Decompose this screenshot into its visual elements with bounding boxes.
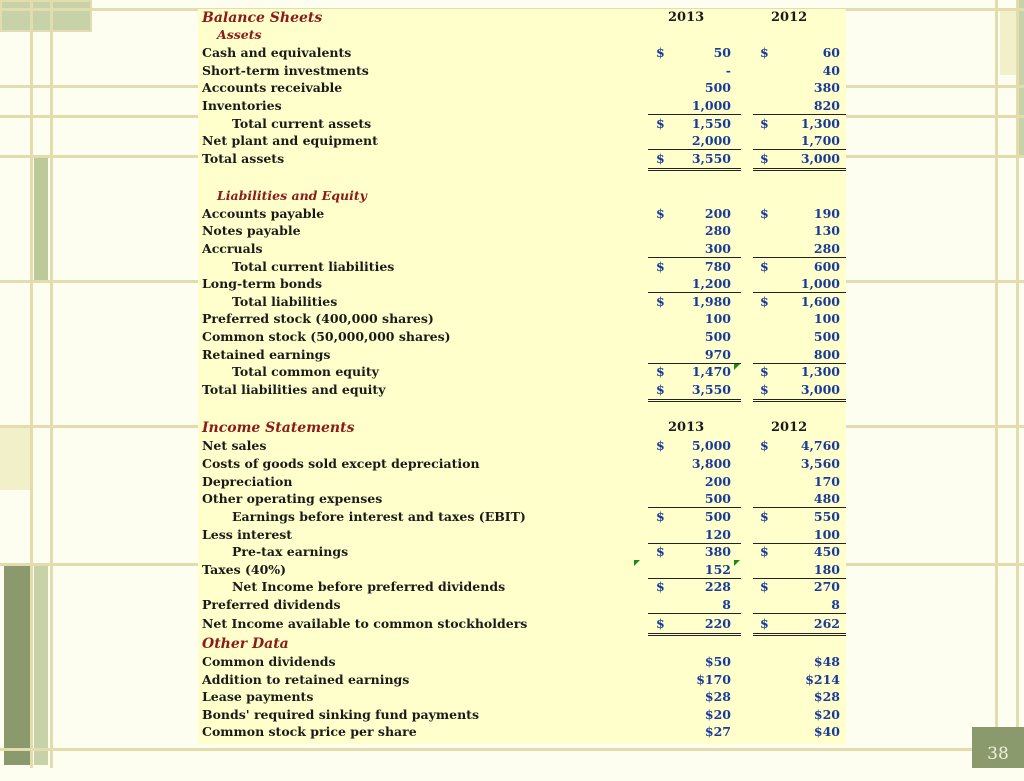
section-header-row [198,187,846,205]
table-row [198,79,846,97]
currency-sign: $ [760,116,769,131]
currency-sign: $ [656,438,665,453]
section-title: Balance Sheets [202,10,323,26]
table-row [198,381,846,399]
currency-sign: $ [760,364,769,379]
currency-sign: $ [656,116,665,131]
value-2012: $40 [813,724,840,739]
row-label: Notes payable [202,223,301,238]
value-2013: 120 [704,527,731,542]
table-row [198,615,846,633]
table-row [198,62,846,80]
value-2013: $27 [704,724,731,739]
currency-sign: $ [656,364,665,379]
value-2012: 450 [813,544,840,559]
row-label: Preferred stock (400,000 shares) [202,311,434,326]
currency-sign: $ [760,509,769,524]
table-row [198,150,846,168]
value-2013: 970 [704,347,731,362]
value-2012: 60 [822,45,840,60]
table-row [198,706,846,724]
row-label: Addition to retained earnings [202,672,410,687]
currency-sign: $ [656,544,665,559]
value-2012: $48 [813,654,840,669]
table-row [198,97,846,115]
value-2013: 50 [713,45,731,60]
value-2013: 220 [704,616,731,631]
table-row [198,222,846,240]
section-header-row [198,635,846,653]
value-2012: $20 [813,707,840,722]
value-2013: 100 [704,311,731,326]
row-label: Less interest [202,527,293,542]
value-2013: - [725,63,731,78]
comment-marker-icon [734,364,740,370]
section-title: Assets [217,27,262,42]
table-row [198,115,846,133]
table-row [198,688,846,706]
value-2013: 1,000 [691,98,731,113]
table-row [198,240,846,258]
value-2013: 1,980 [691,294,731,309]
table-row [198,526,846,544]
row-label: Costs of goods sold except depreciation [202,456,480,471]
row-label: Long-term bonds [202,276,322,291]
value-2012: 180 [813,562,840,577]
value-2013: $170 [696,672,731,687]
value-2013: 5,000 [691,438,731,453]
value-2013: 500 [704,329,731,344]
value-2013: 1,550 [691,116,731,131]
row-label: Common stock price per share [202,724,417,739]
value-2012: 820 [813,98,840,113]
row-label: Cash and equivalents [202,45,352,60]
value-2012: $214 [805,672,840,687]
table-row [198,578,846,596]
value-2013: 500 [704,509,731,524]
table-row [198,561,846,579]
value-2012: 3,560 [800,456,840,471]
value-2013: 8 [722,597,731,612]
value-2012: 280 [813,241,840,256]
value-2013: 3,550 [691,151,731,166]
row-label: Total liabilities [232,294,338,309]
currency-sign: $ [656,45,665,60]
table-row [198,346,846,364]
section-title: Income Statements [202,420,355,436]
currency-sign: $ [656,579,665,594]
value-2012: 262 [813,616,840,631]
value-2013: 500 [704,491,731,506]
row-label: Common dividends [202,654,336,669]
value-2012: 1,300 [800,116,840,131]
page-number: 38 [972,727,1024,768]
row-label: Pre-tax earnings [232,544,349,559]
row-label: Other operating expenses [202,491,383,506]
value-2012: 270 [813,579,840,594]
value-2012: 170 [813,474,840,489]
row-label: Net plant and equipment [202,133,378,148]
row-label: Short-term investments [202,63,369,78]
value-2012: 550 [813,509,840,524]
double-underline [753,399,846,402]
value-2012: 600 [813,259,840,274]
value-2012: 1,000 [800,276,840,291]
currency-sign: $ [760,45,769,60]
value-2013: 152 [704,562,731,577]
section-header-row [198,26,846,44]
value-2012: 1,700 [800,133,840,148]
double-underline [648,399,741,402]
table-row [198,132,846,150]
value-2013: 280 [704,223,731,238]
currency-sign: $ [656,294,665,309]
table-row [198,723,846,741]
year-2012-header: 2012 [771,420,808,435]
row-label: Net Income before preferred dividends [232,579,506,594]
row-label: Inventories [202,98,282,113]
table-row [198,205,846,223]
row-label: Accounts receivable [202,80,343,95]
value-2013: 1,470 [691,364,731,379]
row-label: Bonds' required sinking fund payments [202,707,479,722]
currency-sign: $ [760,151,769,166]
currency-sign: $ [656,206,665,221]
currency-sign: $ [760,259,769,274]
table-row [198,508,846,526]
section-header-row [198,419,846,437]
currency-sign: $ [656,616,665,631]
table-row [198,310,846,328]
row-label: Total current assets [232,116,372,131]
row-label: Accounts payable [202,206,325,221]
value-2013: 380 [704,544,731,559]
table-row [198,293,846,311]
row-label: Taxes (40%) [202,562,287,577]
underline [753,613,846,614]
section-title: Liabilities and Equity [217,188,367,203]
table-row [198,543,846,561]
value-2013: $28 [704,689,731,704]
section-title: Other Data [202,636,289,652]
value-2013: 780 [704,259,731,274]
value-2012: 1,300 [800,364,840,379]
value-2013: $20 [704,707,731,722]
row-label: Depreciation [202,474,293,489]
comment-marker-icon [634,560,640,566]
value-2012: 380 [813,80,840,95]
value-2013: $50 [704,654,731,669]
row-label: Total current liabilities [232,259,395,274]
value-2012: 3,000 [800,151,840,166]
value-2012: $28 [813,689,840,704]
value-2013: 3,800 [691,456,731,471]
table-row [198,596,846,614]
table-row [198,44,846,62]
underline [648,613,741,614]
currency-sign: $ [656,259,665,274]
table-row [198,258,846,276]
comment-marker-icon [734,560,740,566]
value-2012: 8 [831,597,840,612]
row-label: Net Income available to common stockholders [202,616,528,631]
value-2012: 4,760 [800,438,840,453]
value-2013: 2,000 [691,133,731,148]
value-2012: 1,600 [800,294,840,309]
value-2013: 200 [704,474,731,489]
value-2012: 40 [822,63,840,78]
value-2012: 480 [813,491,840,506]
table-row [198,455,846,473]
table-row [198,490,846,508]
row-label: Lease payments [202,689,314,704]
row-label: Net sales [202,438,267,453]
currency-sign: $ [760,438,769,453]
table-row [198,275,846,293]
currency-sign: $ [760,206,769,221]
value-2013: 228 [704,579,731,594]
row-label: Earnings before interest and taxes (EBIT) [232,509,526,524]
table-row [198,328,846,346]
year-2013-header: 2013 [668,10,705,25]
value-2013: 500 [704,80,731,95]
currency-sign: $ [656,509,665,524]
section-header-row [198,9,846,27]
value-2013: 200 [704,206,731,221]
table-row [198,671,846,689]
value-2012: 100 [813,527,840,542]
currency-sign: $ [760,544,769,559]
value-2012: 100 [813,311,840,326]
value-2013: 3,550 [691,382,731,397]
value-2012: 130 [813,223,840,238]
year-2012-header: 2012 [771,10,808,25]
value-2013: 1,200 [691,276,731,291]
row-label: Total assets [202,151,285,166]
value-2013: 300 [704,241,731,256]
value-2012: 190 [813,206,840,221]
table-row [198,473,846,491]
currency-sign: $ [760,579,769,594]
year-2013-header: 2013 [668,420,705,435]
value-2012: 800 [813,347,840,362]
row-label: Common stock (50,000,000 shares) [202,329,451,344]
row-label: Total common equity [232,364,379,379]
financial-statements-sheet [198,9,846,744]
value-2012: 500 [813,329,840,344]
currency-sign: $ [760,616,769,631]
row-label: Total liabilities and equity [202,382,386,397]
row-label: Retained earnings [202,347,331,362]
table-row [198,363,846,381]
double-underline [753,168,846,171]
table-row [198,653,846,671]
table-row [198,437,846,455]
row-label: Accruals [202,241,263,256]
currency-sign: $ [760,382,769,397]
currency-sign: $ [656,382,665,397]
currency-sign: $ [656,151,665,166]
currency-sign: $ [760,294,769,309]
value-2012: 3,000 [800,382,840,397]
double-underline [648,168,741,171]
row-label: Preferred dividends [202,597,341,612]
